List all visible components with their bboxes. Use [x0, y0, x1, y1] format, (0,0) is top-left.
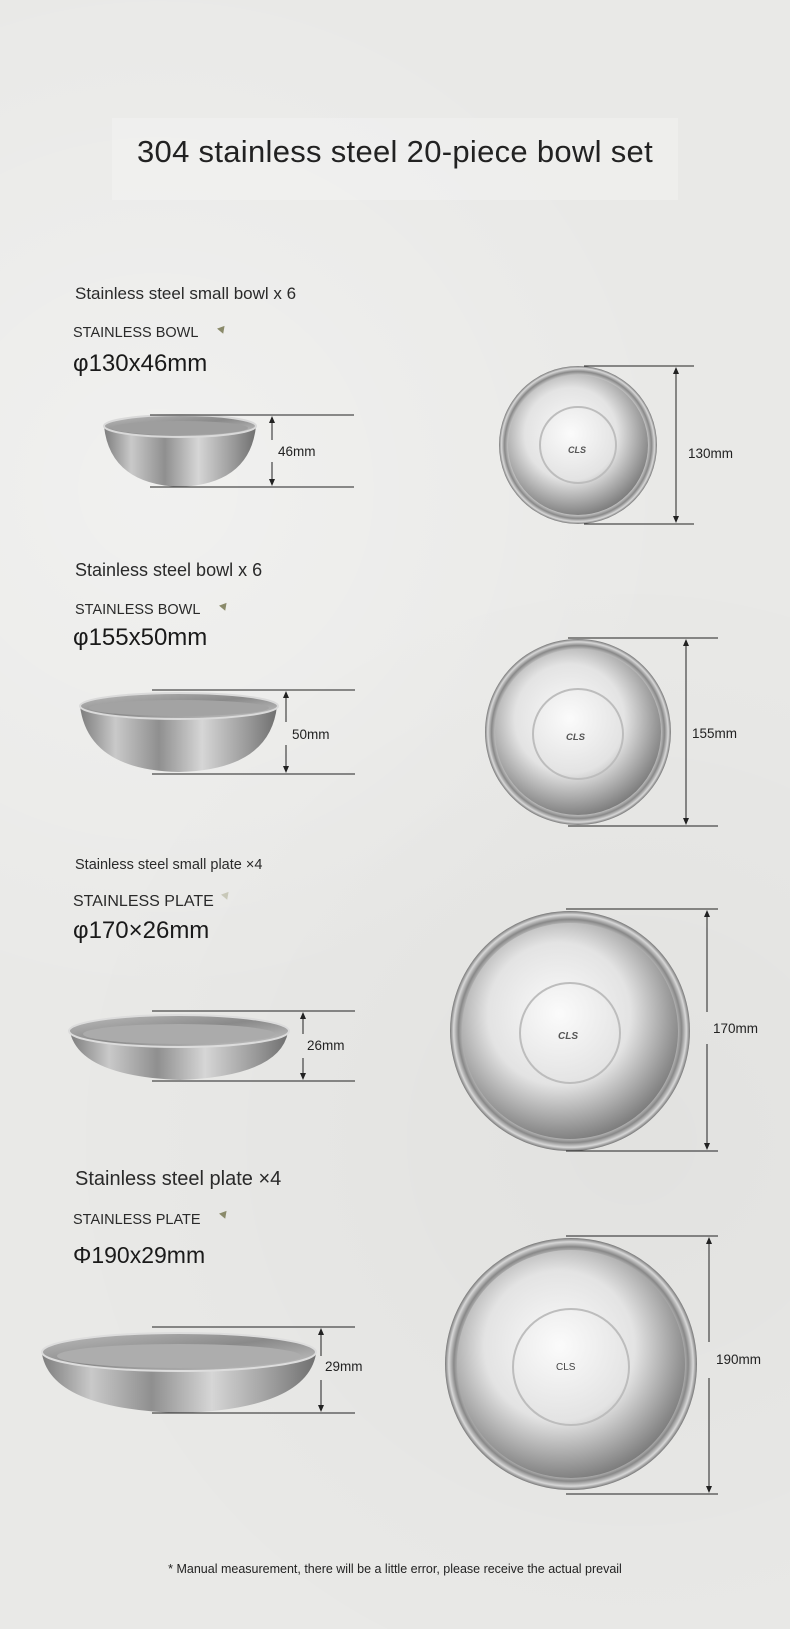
page-title: 304 stainless steel 20-piece bowl set [137, 134, 653, 169]
diameter-label: 155mm [692, 726, 738, 741]
cls-logo: CLS [558, 1031, 578, 1042]
footnote: * Manual measurement, there will be a little error, please receive the actual prevail [168, 1562, 622, 1576]
section-code: STAINLESS PLATE [73, 1212, 201, 1228]
section-name: Stainless steel small plate ×4 [75, 857, 263, 873]
section-dimensions: φ130x46mm [73, 350, 208, 377]
small-plate-side-image [69, 1015, 289, 1080]
cls-logo: CLS [566, 732, 585, 743]
section-name: Stainless steel plate ×4 [75, 1168, 282, 1190]
cls-logo: CLS [568, 445, 586, 455]
section-code: STAINLESS BOWL [75, 602, 201, 618]
diameter-label: 130mm [688, 446, 734, 461]
section-code: STAINLESS PLATE [73, 893, 214, 910]
height-label: 50mm [292, 727, 330, 742]
section-name: Stainless steel bowl x 6 [75, 560, 263, 580]
small-bowl-side-image [104, 415, 256, 487]
plate-side-image [42, 1333, 316, 1413]
section-dimensions: Φ190x29mm [73, 1242, 206, 1268]
bowl-side-image [80, 693, 278, 772]
cls-logo: CLS [556, 1362, 576, 1373]
height-label: 26mm [307, 1038, 345, 1053]
section-dimensions: φ155x50mm [73, 624, 208, 651]
height-label: 29mm [325, 1359, 363, 1374]
diameter-label: 170mm [713, 1021, 759, 1036]
section-code: STAINLESS BOWL [73, 325, 199, 341]
diameter-label: 190mm [716, 1352, 762, 1367]
section-dimensions: φ170×26mm [73, 917, 210, 944]
height-label: 46mm [278, 444, 316, 459]
section-name: Stainless steel small bowl x 6 [75, 284, 297, 303]
